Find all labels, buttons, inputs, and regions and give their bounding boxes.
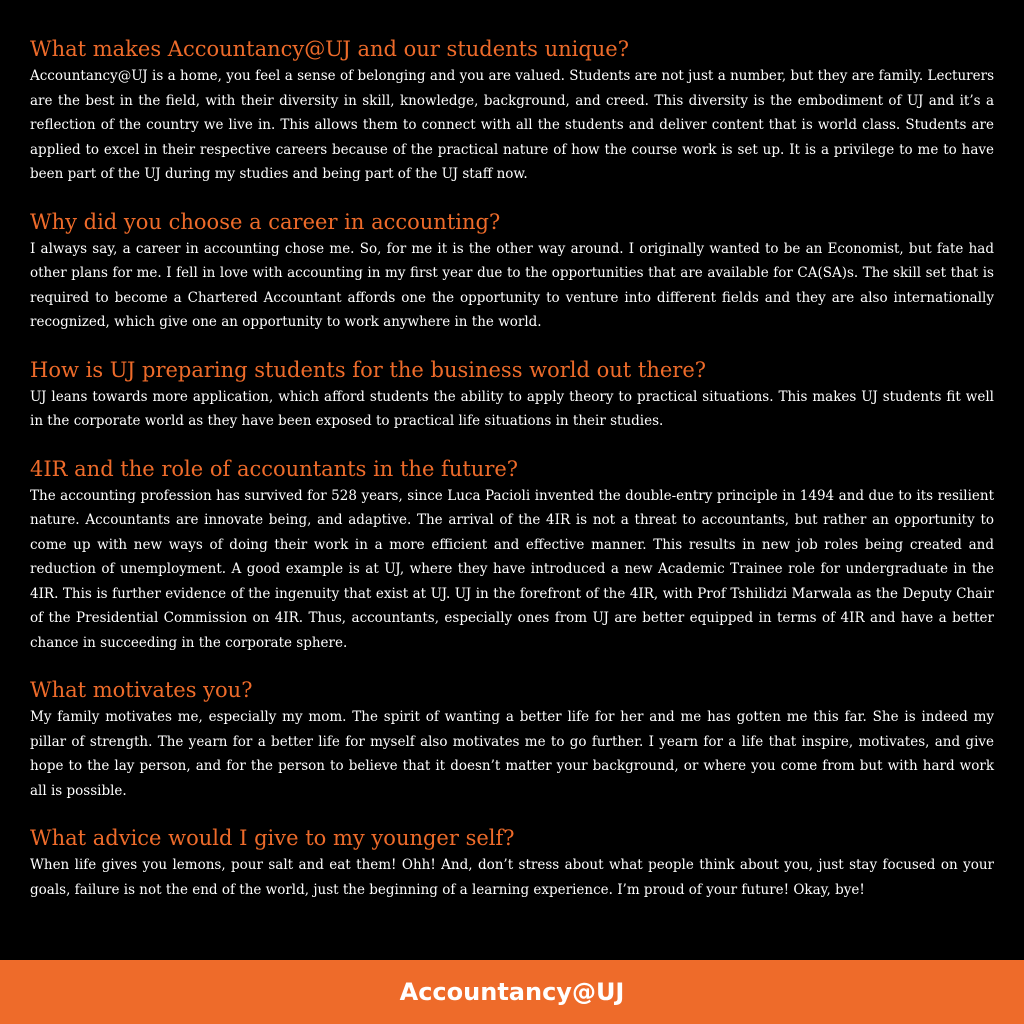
section-body: The accounting profession has survived for 528 years, since Luca Pacioli invented the double-entry principle in 1494 and due to its resilient nature. Accountants are innovate being, and adaptive. The arrival of the 4IR is not a threat to accountants, but rather an opportunity to come up with new ways of doing their work in a more efficient and effective manner. This results in new job roles being created and reduction of unemployment. A good example is at UJ, where they have introduced a new Academic Trainee role for undergraduate in the 4IR. This is further evidence of the ingenuity that exist at UJ. UJ in the forefront of the 4IR, with Prof Tshilidzi Marwala as the Deputy Chair of the Presidential Commission on 4IR. Thus, accountants, especially ones from UJ are better equipped in terms of 4IR and have a better chance in succeeding in the corporate sphere. — [30, 487, 994, 651]
section-body: I always say, a career in accounting chose me. So, for me it is the other way around. I originally wanted to be an Economist, but fate had other plans for me. I fell in love with accounting in my first year due to the opportunities that are available for CA(SA)s. The skill set that is required to become a Chartered Accountant affords one the opportunity to venture into different fields and they are also internationally recognized, which give one an opportunity to work anywhere in the world. — [30, 240, 994, 330]
section-body: When life gives you lemons, pour salt and eat them! Ohh! And, don’t stress about what people think about you, just stay focused on your goals, failure is not the end of the world, just the beginning of a learning experience. I’m proud of your future! Okay, bye! — [30, 857, 994, 898]
section-body: UJ leans towards more application, which afford students the ability to apply theory to practical situations. This makes UJ students fit well in the corporate world as they have been exposed to practical life situations in their studies. — [30, 388, 994, 429]
section-advice — [30, 825, 994, 902]
section-title: Why did you choose a career in accounting? — [30, 209, 501, 234]
footer-brand: Accountancy@UJ — [399, 978, 625, 1006]
section-title: What motivates you? — [30, 678, 253, 702]
section-title: 4IR and the role of accountants in the future? — [30, 456, 519, 481]
section-title: How is UJ preparing students for the business world out there? — [30, 357, 707, 382]
section-title: What advice would I give to my younger self? — [30, 826, 515, 850]
section-unique — [30, 36, 994, 187]
section-body: Accountancy@UJ is a home, you feel a sense of belonging and you are valued. Students are not just a number, but they are family. Lecturers are the best in the field, with their diversity in skill, knowledge, background, and creed. This diversity is the embodiment of UJ and it’s a reflection of the country we live in. This allows them to connect with all the students and deliver content that is world class. Students are applied to excel in their respective careers because of the practical nature of how the course work is set up. It is a privilege to me to have been part of the UJ during my studies and being part of the UJ staff now. — [30, 68, 994, 182]
footer-banner — [0, 960, 1024, 1024]
section-4ir — [30, 456, 994, 656]
section-motivation — [30, 677, 994, 803]
section-body: My family motivates me, especially my mom. The spirit of wanting a better life for her and me has gotten me this far. She is indeed my pillar of strength. The yearn for a better life for myself also motivates me to go further. I yearn for a life that inspire, motivates, and give hope to the lay person, and for the person to believe that it doesn’t matter your background, or where you come from but with hard work all is possible. — [30, 709, 994, 799]
section-career-choice — [30, 209, 994, 335]
section-business-world — [30, 357, 994, 434]
article-content — [30, 36, 994, 924]
section-title: What makes Accountancy@UJ and our students unique? — [30, 37, 629, 61]
